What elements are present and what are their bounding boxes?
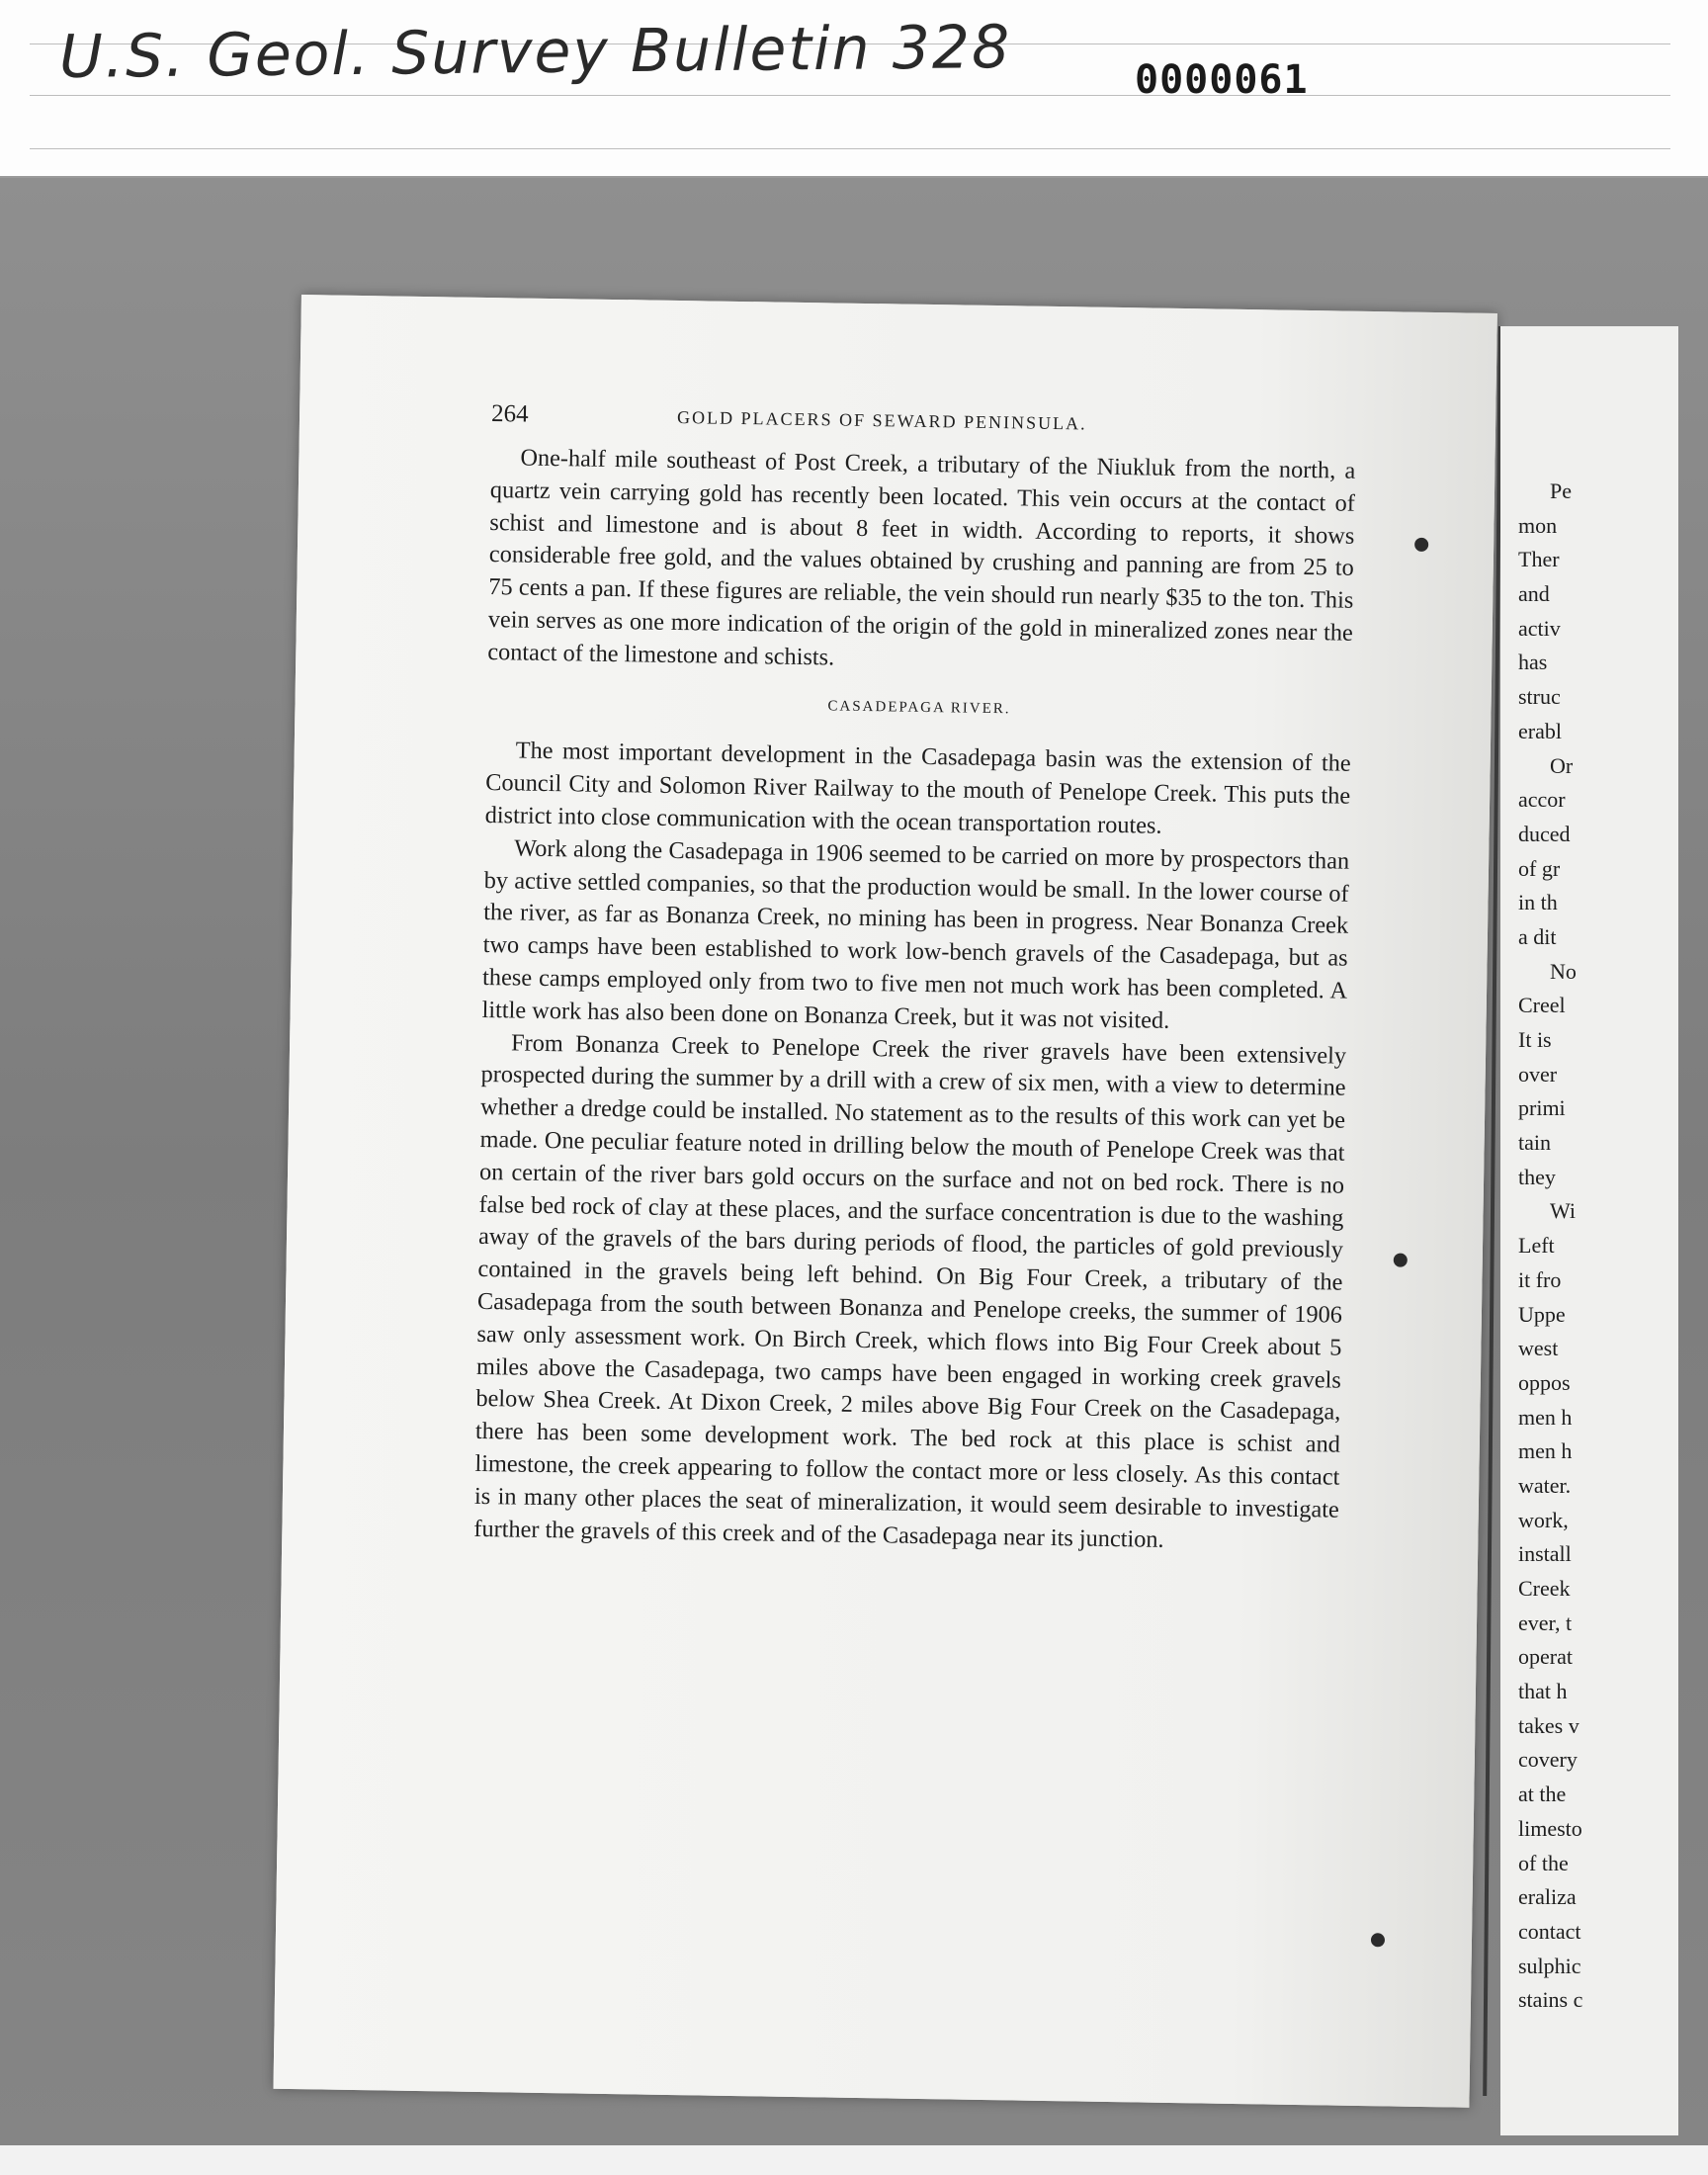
page-number: 264 [490, 400, 529, 428]
facing-page-line: water. [1518, 1472, 1572, 1498]
facing-page-text [1518, 475, 1678, 2018]
facing-page-line: It is [1518, 1027, 1552, 1052]
facing-page-line: of the [1518, 1850, 1569, 1875]
facing-page-line: and [1518, 581, 1550, 607]
facing-page-line: struc [1518, 684, 1561, 710]
facing-page-line: duced [1518, 821, 1571, 846]
facing-page-line: primi [1518, 1095, 1566, 1121]
facing-page-line: men h [1518, 1404, 1573, 1430]
facing-page-line: that h [1518, 1679, 1568, 1704]
section-heading: CASADEPAGA RIVER. [827, 697, 1011, 717]
paragraph: From Bonanza Creek to Penelope Creek the river gravels have been extensively prospected during the summer by a drill with a crew of six men, with a view to determine whether a dredge could be installed. No statement as to the results of this work can yet be made. One peculiar feature noted in drilling below the mouth of Penelope Creek was that on certain of the river bars gold occurs on the surface and not on bed rock. There is no false bed rock of clay at these places, and the surface concentration is due to the washing away of the gravels of the bars during periods of flood, the particles of gold previously contained in the gravels being left behind. On Big Four Creek, a tributary of the Casadepaga from the south between Bonanza and Penelope creeks, the summer of 1906 saw only assessment work. On Birch Creek, which flows into Big Four Creek about 5 miles above the Casadepaga, two camps have been engaged in working creek gravels below Shea Creek. At Dixon Creek, 2 miles above Big Four Creek on the Casadepaga, there has been some development work. The bed rock at this place is schist and limestone, the creek appearing to follow the contact more or less closely. As this contact is in many other places the seat of mineralization, it would seem desirable to investigate further the gravels of this creek and of the Casadepaga near its junction. [473, 1028, 1347, 1553]
facing-page-line: it fro [1518, 1266, 1562, 1292]
facing-page-line: limesto [1518, 1815, 1582, 1841]
facing-page-line: of gr [1518, 855, 1561, 881]
facing-page-line: Creek [1518, 1576, 1571, 1601]
page-body [473, 442, 1355, 1559]
facing-page-line: erabl [1518, 718, 1562, 743]
facing-page-line: Ther [1518, 547, 1560, 572]
facing-page-line: activ [1518, 615, 1561, 641]
accession-number: 0000061 [1135, 57, 1309, 103]
facing-page-line: in th [1518, 890, 1558, 915]
facing-page-line: men h [1518, 1438, 1573, 1464]
facing-page-line: takes v [1518, 1712, 1580, 1738]
facing-page [1500, 326, 1678, 2135]
handwritten-annotation: U.S. Geol. Survey Bulletin 328 [58, 12, 1012, 93]
facing-page-line: sulphic [1518, 1953, 1581, 1978]
facing-page-line: a dit [1518, 923, 1557, 949]
binding-hole-icon [1394, 1253, 1408, 1266]
facing-page-line: eraliza [1518, 1884, 1577, 1910]
facing-page-line: west [1518, 1336, 1559, 1361]
paragraph: One-half mile southeast of Post Creek, a tributary of the Niukluk from the north, a quartz vein carrying gold has recently been located. This vein occurs at the contact of schist and limestone and is about 8 feet in width. According to reports, it shows considerable free gold, and the values obtained by crushing and panning are from 25 to 75 cents a pan. If these figures are reliable, the vein should run nearly $35 to the ton. This vein serves as one more indication of the origin of the gold in mineralized zones near the contact of the limestone and schists. [487, 444, 1356, 671]
facing-page-line: has [1518, 650, 1548, 675]
facing-page-line: over [1518, 1061, 1558, 1087]
facing-page-line: operat [1518, 1644, 1573, 1670]
facing-page-line: work, [1518, 1507, 1569, 1532]
header-label-strip [0, 0, 1708, 179]
facing-page-line: Wi [1550, 1198, 1576, 1224]
facing-page-line: accor [1518, 787, 1566, 813]
ruled-line [30, 148, 1670, 149]
running-head-title: GOLD PLACERS OF SEWARD PENINSULA. [676, 406, 1087, 434]
facing-page-line: mon [1518, 512, 1558, 538]
ruled-line [30, 95, 1670, 96]
facing-page-line: Pe [1550, 478, 1572, 503]
bottom-margin [0, 2145, 1708, 2175]
paragraph: The most important development in the Casadepaga basin was the extension of the Council City and Solomon River Railway to the mouth of Penelope Creek. This puts the district into close communication with the ocean transportation routes. [484, 737, 1351, 839]
book-page [273, 295, 1496, 2108]
facing-page-line: tain [1518, 1130, 1551, 1156]
facing-page-line: they [1518, 1164, 1556, 1189]
facing-page-line: contact [1518, 1918, 1581, 1944]
facing-page-line: Uppe [1518, 1301, 1566, 1327]
facing-page-line: install [1518, 1541, 1572, 1567]
facing-page-line: stains c [1518, 1987, 1583, 2013]
facing-page-line: Or [1550, 752, 1574, 778]
facing-page-line: Left [1518, 1233, 1555, 1259]
facing-page-line: ever, t [1518, 1610, 1573, 1635]
paragraph: Work along the Casadepaga in 1906 seemed to be carried on more by prospectors than by active settled companies, so that the production would be small. In the lower course of the river, as far as Bonanza Creek, no mining has been in progress. Near Bonanza Creek two camps have been established to work low-bench gravels of the Casadepaga, but as these camps employed only from two to five men not much work has been completed. A little work has also been done on Bonanza Creek, but it was not visited. [481, 834, 1350, 1034]
facing-page-line: covery [1518, 1747, 1578, 1773]
facing-page-line: oppos [1518, 1369, 1571, 1395]
facing-page-line: No [1550, 958, 1577, 984]
facing-page-line: at the [1518, 1782, 1567, 1807]
facing-page-line: Creel [1518, 993, 1566, 1018]
